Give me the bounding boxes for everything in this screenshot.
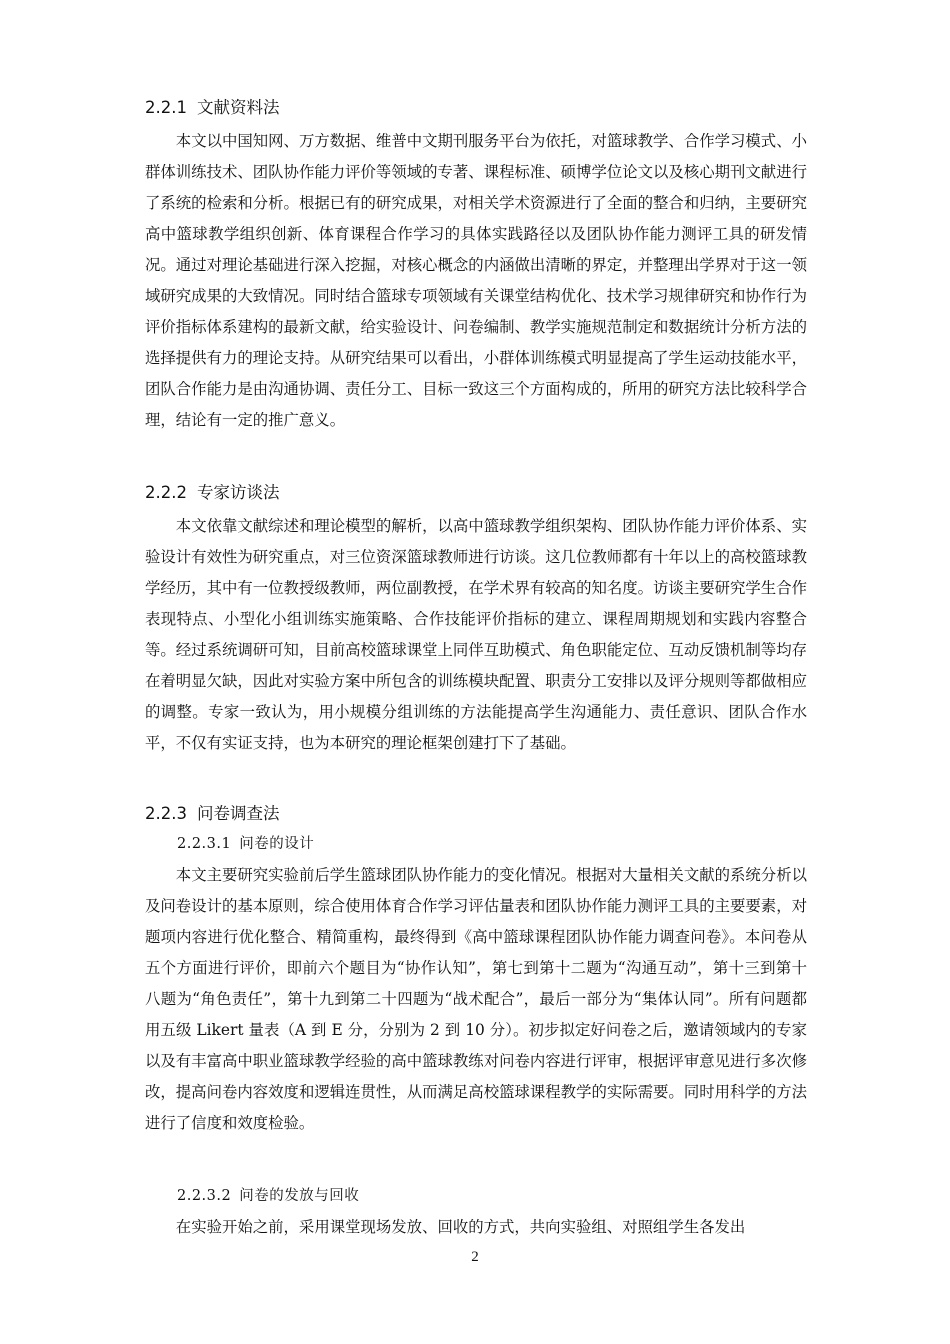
section-number: 2.2.1 — [145, 98, 187, 117]
section-title: 文献资料法 — [196, 98, 280, 117]
section-heading-2-2-3 — [145, 802, 279, 826]
section-title: 专家访谈法 — [196, 483, 280, 502]
section-number: 2.2.3 — [145, 804, 187, 823]
section-title: 问卷调查法 — [196, 804, 280, 823]
paragraph-expert-interview: 本文依靠文献综述和理论模型的解析，以高中篮球教学组织架构、团队协作能力评价体系、实验设计有效性为研究重点，对三位资深篮球教师进行访谈。这几位教师都有十年以上的高校篮球教学经历，其中有一位教授级教师，两位副教授，在学术界有较高的知名度。访谈主要研究学生合作表现特点、小型化小组训练实施策略、合作技能评价指标的建立、课程周期规划和实践内容整合等。经过系统调研可知，目前高校篮球课堂上同伴互助模式、角色职能定位、互动反馈机制等均存在着明显欠缺，因此对实验方案中所包含的训练模块配置、职责分工安排以及评分规则等都做相应的调整。专家一致认为，用小规模分组训练的方法能提高学生沟通能力、责任意识、团队合作水平，不仅有实证支持，也为本研究的理论框架创建打下了基础。 — [145, 517, 807, 752]
subsection-number: 2.2.3.2 — [177, 1188, 232, 1204]
section-number: 2.2.2 — [145, 483, 187, 502]
paragraph-questionnaire-design: 本文主要研究实验前后学生篮球团队协作能力的变化情况。根据对大量相关文献的系统分析以及问卷设计的基本原则，综合使用体育合作学习评估量表和团队协作能力测评工具的主要要素，对题项内容进行优化整合、精简重构，最终得到《高中篮球课程团队协作能力调查问卷》。本问卷从五个方面进行评价，即前六个题目为“协作认知”，第七到第十二题为“沟通互动”，第十三到第十八题为“角色责任”，第十九到第二十四题为“战术配合”，最后一部分为“集体认同”。所有问题都用五级 Likert 量表（A 到 E 分，分别为 2 到 10 分）。初步拟定好问卷之后，邀请领域内的专家以及有丰富高中职业篮球教学经验的高中篮球教练对问卷内容进行评审，根据评审意见进行多次修改，提高问卷内容效度和逻辑连贯性，从而满足高校篮球课程教学的实际需要。同时用科学的方法进行了信度和效度检验。 — [145, 866, 807, 1132]
page-number: 2 — [471, 1249, 479, 1265]
paragraph-literature-method: 本文以中国知网、万方数据、维普中文期刊服务平台为依托，对篮球教学、合作学习模式、小群体训练技术、团队协作能力评价等领域的专著、课程标准、硕博学位论文以及核心期刊文献进行了系统的检索和分析。根据已有的研究成果，对相关学术资源进行了全面的整合和归纳，主要研究高中篮球教学组织创新、体育课程合作学习的具体实践路径以及团队协作能力测评工具的研发情况。通过对理论基础进行深入挖掘，对核心概念的内涵做出清晰的界定，并整理出学界对于这一领域研究成果的大致情况。同时结合篮球专项领域有关课堂结构优化、技术学习规律研究和协作行为评价指标体系建构的最新文献，给实验设计、问卷编制、教学实施规范制定和数据统计分析方法的选择提供有力的理论支持。从研究结果可以看出，小群体训练模式明显提高了学生运动技能水平，团队合作能力是由沟通协调、责任分工、目标一致这三个方面构成的，所用的研究方法比较科学合理，结论有一定的推广意义。 — [145, 132, 807, 429]
subsection-title: 问卷的设计 — [239, 836, 315, 852]
subsection-number: 2.2.3.1 — [177, 836, 232, 852]
paragraph-questionnaire-distribution: 在实验开始之前，采用课堂现场发放、回收的方式，共向实验组、对照组学生各发出 — [175, 1218, 746, 1236]
subsection-title: 问卷的发放与回收 — [239, 1188, 360, 1204]
